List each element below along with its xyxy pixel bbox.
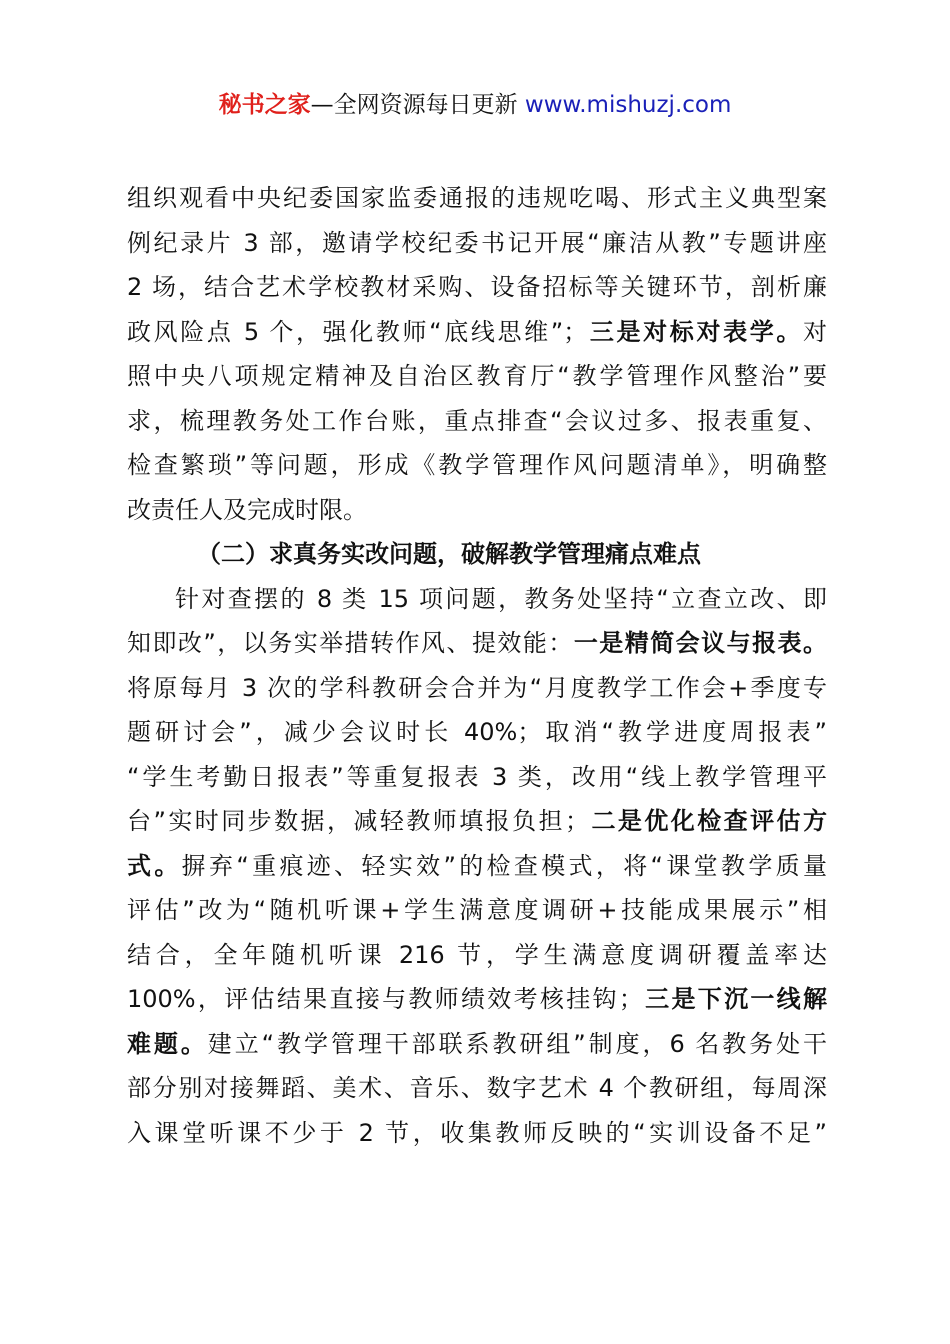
text-line (127, 399, 827, 444)
site-brand: 秘书之家 (218, 92, 311, 118)
text-line (127, 1022, 827, 1067)
text-segment: 评估”改为“随机听课+学生满意度调研+技能成果展示”相 (127, 896, 827, 924)
text-segment: 针对查摆的 8 类 15 项问题，教务处坚持“立查立改、即 (175, 584, 827, 613)
bold-phrase: 难题。 (127, 1029, 208, 1058)
section-heading (127, 532, 827, 577)
text-line (127, 443, 827, 488)
text-line (127, 844, 827, 889)
bold-phrase: （二）求真务实改问题，破解教学管理痛点难点 (197, 540, 701, 568)
text-segment: 结合，全年随机听课 216 节，学生满意度调研覆盖率达 (127, 940, 827, 969)
text-segment: 2 场，结合艺术学校教材采购、设备招标等关键环节，剖析廉 (127, 273, 827, 301)
bold-phrase: 三是下沉一线解 (642, 985, 827, 1013)
text-line (127, 1066, 827, 1111)
site-header (0, 88, 950, 122)
text-line (127, 354, 827, 399)
text-line (127, 621, 827, 666)
text-line (127, 977, 827, 1022)
text-segment: 将原每月 3 次的学科教研会合并为“月度教学工作会+季度专 (127, 673, 827, 702)
text-segment: 检查繁琐”等问题，形成《教学管理作风问题清单》，明确整 (127, 451, 827, 479)
bold-phrase: 三是对标对表学。 (587, 317, 803, 346)
text-line (127, 1111, 827, 1156)
bold-phrase: 一是精简会议与报表。 (573, 629, 827, 657)
site-url-link[interactable]: www.mishuzj.com (524, 92, 732, 118)
text-segment: 例纪录片 3 部，邀请学校纪委书记开展“廉洁从教”专题讲座 (127, 228, 827, 257)
bold-phrase: 式。 (127, 851, 182, 880)
text-segment: 对 (803, 317, 827, 346)
text-line (127, 265, 827, 310)
text-line (127, 799, 827, 844)
text-line (127, 888, 827, 933)
text-line (127, 755, 827, 800)
text-segment: 建立“教学管理干部联系教研组”制度，6 名教务处干 (207, 1029, 827, 1058)
bold-phrase: 二是优化检查评估方 (589, 807, 828, 835)
document-body (127, 176, 827, 1155)
text-segment: 100%，评估结果直接与教师绩效考核挂钩； (127, 985, 643, 1013)
text-segment: 台”实时同步数据，减轻教师填报负担； (127, 807, 589, 835)
text-segment: 知即改”，以务实举措转作风、提效能： (127, 629, 574, 657)
text-segment: 政风险点 5 个，强化教师“底线思维”； (127, 317, 588, 346)
text-segment: 题研讨会”，减少会议时长 40%；取消“教学进度周报表” (127, 718, 827, 746)
text-line (127, 221, 827, 266)
text-segment: 组织观看中央纪委国家监委通报的违规吃喝、形式主义典型案 (127, 184, 827, 212)
site-tagline: —全网资源每日更新 (310, 92, 525, 118)
text-segment: “学生考勤日报表”等重复报表 3 类，改用“线上教学管理平 (127, 762, 827, 791)
text-segment: 摒弃“重痕迹、轻实效”的检查模式，将“课堂教学质量 (181, 851, 827, 880)
text-line (127, 710, 827, 755)
text-line (127, 577, 827, 622)
text-line (127, 666, 827, 711)
text-line (127, 933, 827, 978)
text-line (127, 176, 827, 221)
text-segment: 求，梳理教务处工作台账，重点排查“会议过多、报表重复、 (127, 406, 827, 435)
text-segment: 改责任人及完成时限。 (127, 495, 367, 524)
text-line (127, 310, 827, 355)
text-segment: 照中央八项规定精神及自治区教育厅“教学管理作风整治”要 (127, 362, 827, 390)
text-segment: 部分别对接舞蹈、美术、音乐、数字艺术 4 个教研组，每周深 (127, 1074, 827, 1102)
text-segment: 入课堂听课不少于 2 节，收集教师反映的“实训设备不足” (127, 1118, 827, 1147)
text-line (127, 488, 827, 533)
